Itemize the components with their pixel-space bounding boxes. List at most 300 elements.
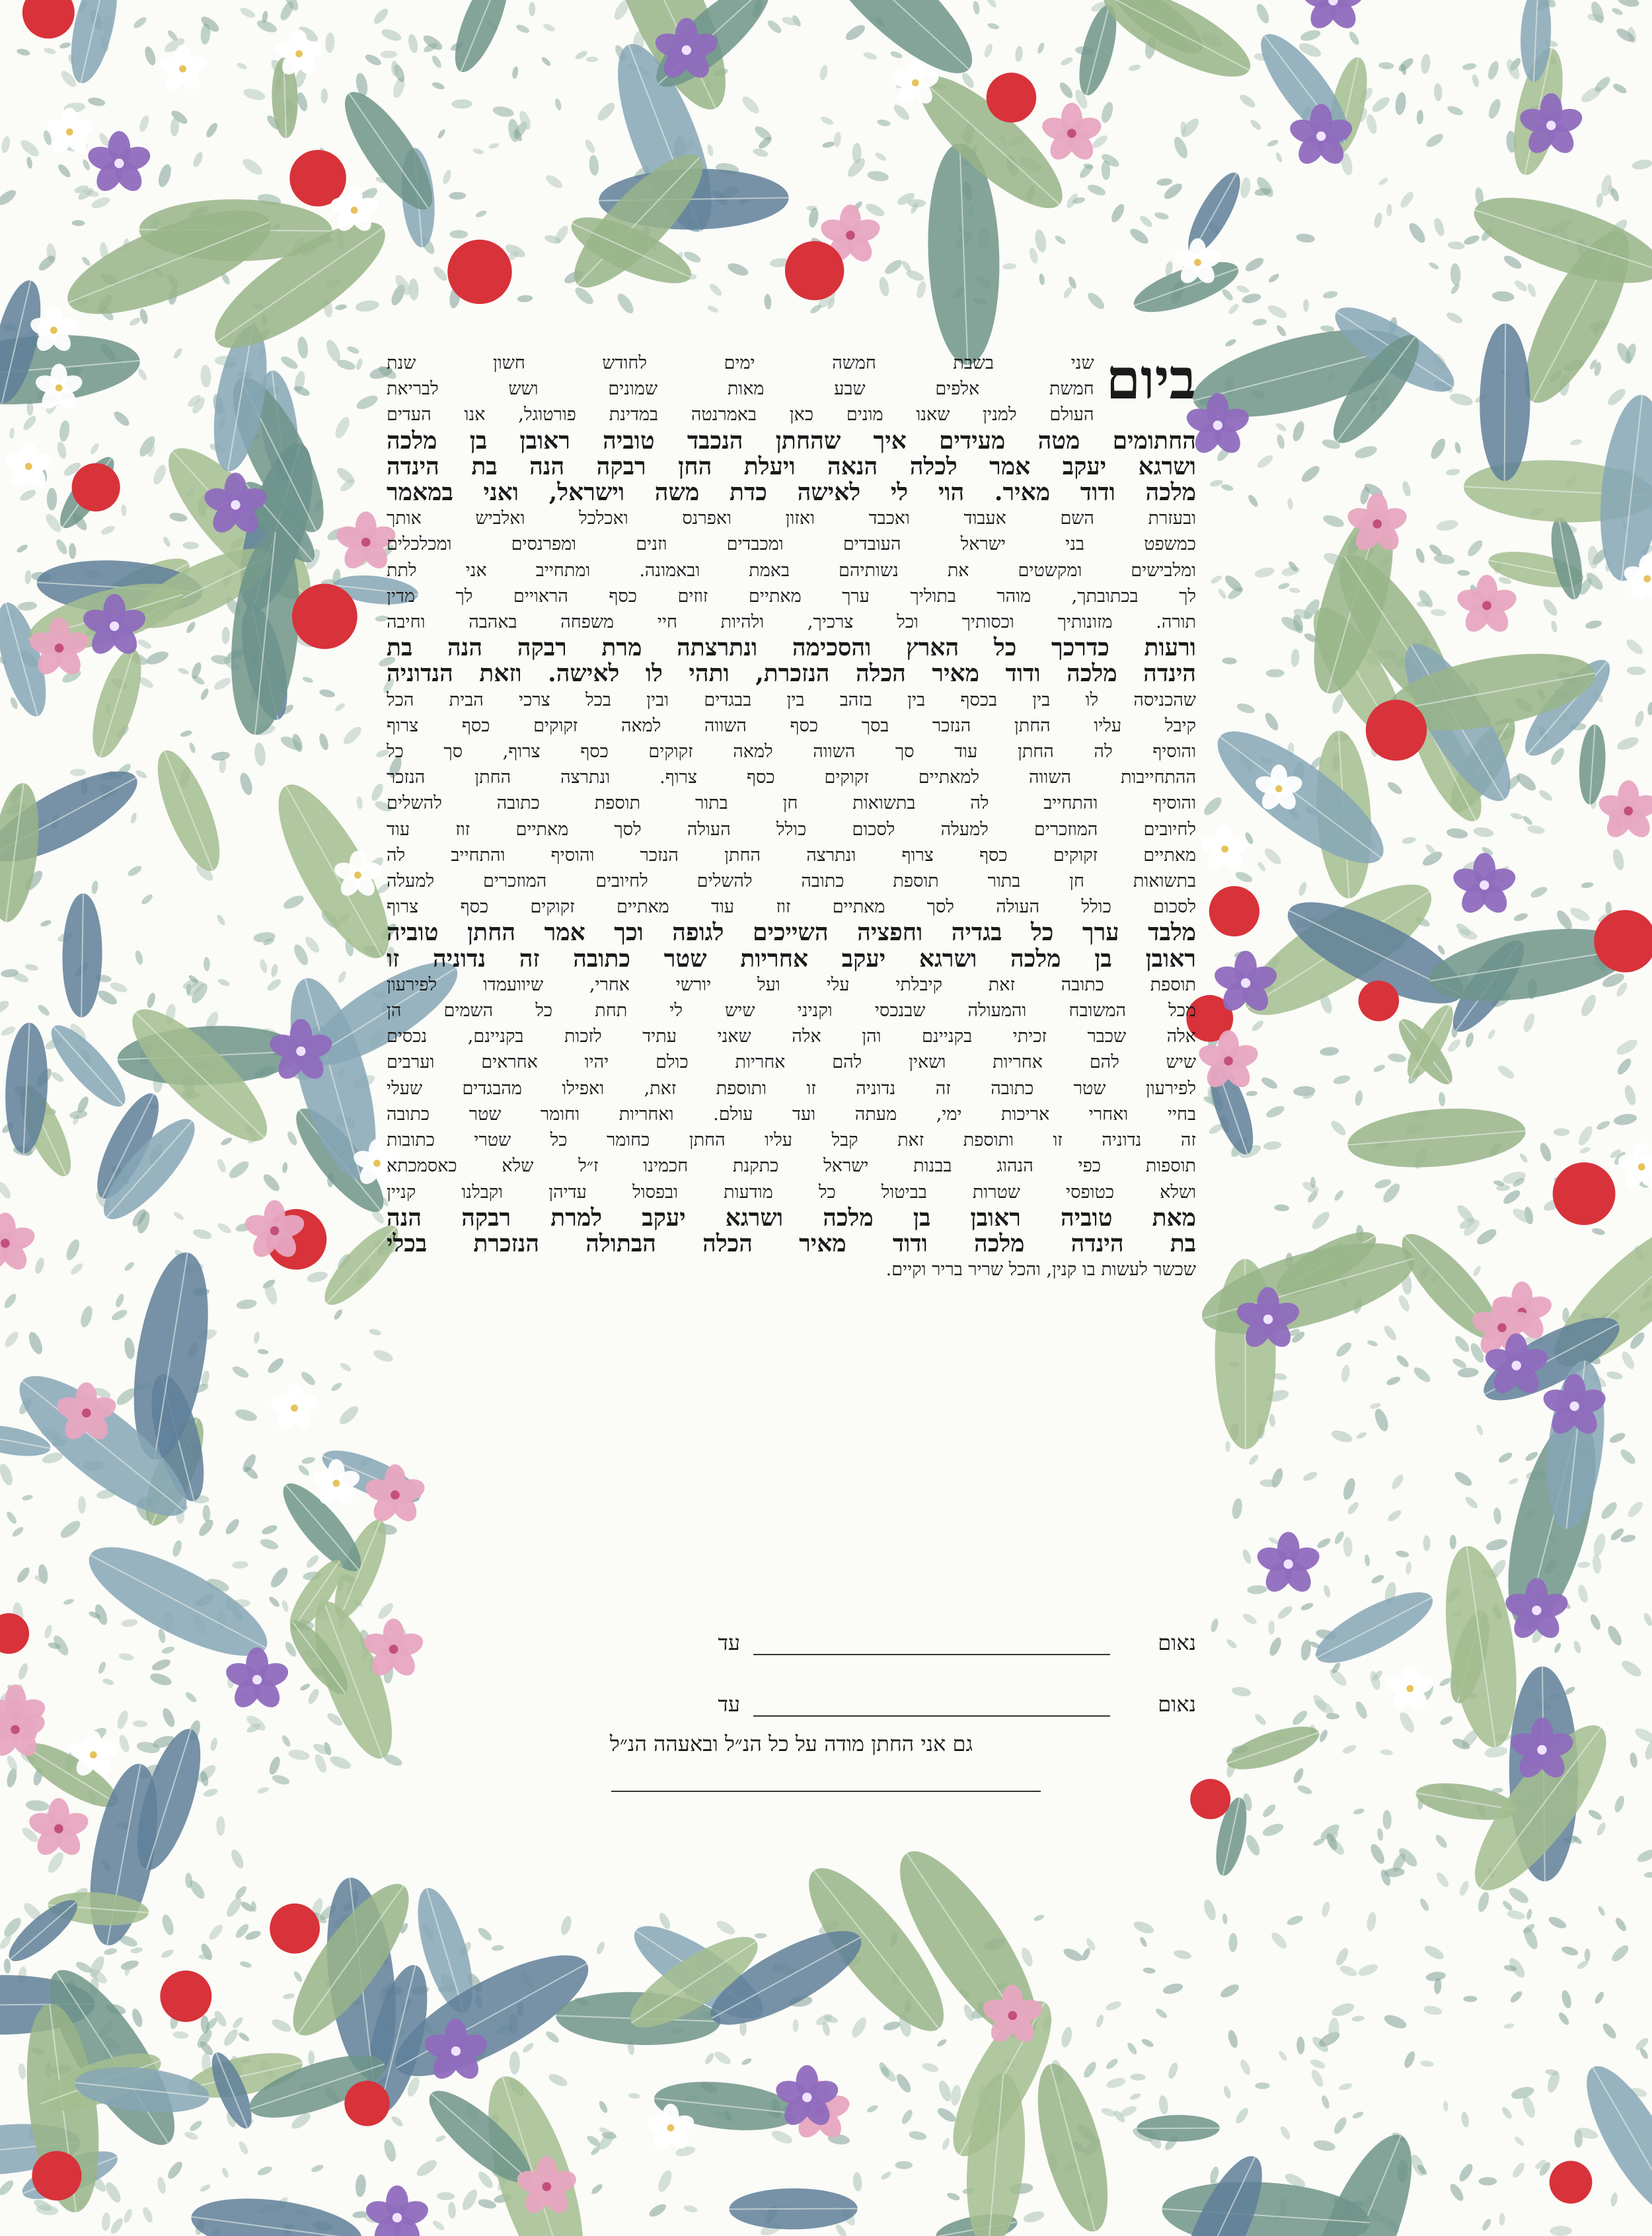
text-line: תוספת כתובה זאת קיבלתי עלי ועל יורשי אחרי, שיוועמדו לפירעון — [387, 974, 1196, 995]
leaf-dot — [282, 893, 306, 911]
text-line: והוסיף לה החתן עוד סך השווה למאה זקוקים כסף צרוף, סך כל — [387, 741, 1196, 763]
leaf-dot — [103, 1947, 118, 1956]
red-flower — [1550, 2161, 1593, 2204]
leaf-dot — [1033, 229, 1048, 254]
leaf-dot — [1261, 1821, 1285, 1838]
pink-flower-center — [82, 1409, 91, 1418]
leaf-dot — [1446, 827, 1468, 840]
text-line: ובעזרת השם אעבוד ואכבד ואזון ואפרנס ואכלכל ואלביש אותך — [387, 508, 1196, 529]
purple-flower-center — [252, 1675, 262, 1684]
purple-flower-center — [802, 2093, 811, 2102]
leaf-dot — [258, 959, 268, 975]
leaf-dot — [0, 2178, 16, 2197]
leaf-dot — [1382, 1323, 1399, 1342]
text-line: בחיי ואחרי אריכות ימי, מעתה ועד עולם. ואחריות וחומר שטר כתובה — [387, 1103, 1196, 1125]
leaf-dot — [1141, 2037, 1154, 2048]
leaf-dot — [1507, 1885, 1530, 1906]
leaf-dot — [69, 1109, 87, 1119]
leaf-dot — [1340, 1364, 1351, 1382]
leaf-dot — [301, 1456, 316, 1465]
leaf-dot — [382, 2138, 398, 2163]
leaf-dot — [355, 357, 363, 370]
leaf-dot — [1353, 1807, 1365, 1815]
leaf-dot — [1338, 2082, 1353, 2091]
leaf-dot — [1265, 1103, 1286, 1120]
leaf-dot — [1446, 1037, 1462, 1054]
leaf-dot — [1332, 1074, 1351, 1086]
leaf-dot — [936, 2038, 948, 2048]
leaf-dot — [1402, 2050, 1417, 2069]
leaf-dot — [1538, 1141, 1553, 1163]
leaf-dot — [1617, 0, 1640, 9]
purple-flower-center — [393, 2213, 402, 2222]
leaf-dot — [414, 2157, 439, 2179]
leaf-dot — [1060, 56, 1074, 67]
leaf-dot — [1299, 28, 1322, 43]
leaf-dot — [752, 147, 769, 159]
leaf-dot — [47, 488, 57, 510]
leaf-dot — [492, 105, 515, 119]
leaf-dot — [1538, 788, 1554, 803]
leaf-dot — [1104, 1999, 1122, 2012]
leaf-dot — [1476, 1890, 1491, 1913]
leaf-dot — [741, 2057, 753, 2066]
leaf-dot — [302, 676, 314, 684]
leaf-dot — [202, 1505, 210, 1522]
leaf-dot — [1423, 1535, 1430, 1551]
leaf-dot — [221, 2167, 229, 2179]
leaf-dot — [1513, 912, 1528, 923]
leaf-dot — [1201, 795, 1224, 818]
text-line: ושרגא יעקב אמר לכלה הנאה ויעלת החן רבקה הנה בת הינדה — [387, 453, 1196, 480]
leaf-dot — [1595, 1119, 1611, 1132]
leaf-dot — [151, 1657, 172, 1673]
red-flower — [0, 1613, 29, 1654]
leaf-dot — [239, 6, 256, 20]
leaf-dot — [1452, 1470, 1474, 1489]
leaf-dot — [242, 87, 266, 102]
leaf-dot — [1435, 1871, 1451, 1889]
leaf-dot — [71, 220, 85, 226]
leaf-dot — [1320, 2095, 1331, 2110]
pink-flower-center — [361, 538, 371, 547]
leaf-dot — [229, 1847, 246, 1870]
leaf-dot — [1486, 59, 1501, 81]
leaf-dot — [515, 23, 531, 34]
leaf-dot — [849, 2015, 869, 2040]
leaf-dot — [1577, 1584, 1590, 1604]
leaf-vein — [326, 1227, 396, 1303]
leaf-dot — [1541, 597, 1560, 618]
leaf-dot — [1312, 2139, 1336, 2153]
leaf-dot — [1036, 42, 1045, 54]
text-line: מלכה ודוד מאיר. הוי לי לאישה כדת משה וישראל, ואני במאמר — [387, 480, 1196, 506]
leaf-dot — [313, 1752, 328, 1774]
leaf-dot — [184, 1690, 198, 1703]
leaf-dot — [256, 2165, 274, 2177]
leaf-dot — [1432, 217, 1446, 237]
leaf-dot — [1452, 1334, 1472, 1355]
leaf-dot — [1521, 1012, 1536, 1033]
leaf-dot — [1513, 278, 1528, 293]
leaf-dot — [1382, 2013, 1408, 2031]
witness-suffix: עד — [718, 1692, 740, 1717]
leaf-dot — [1387, 1053, 1407, 1064]
leaf-dot — [204, 121, 219, 139]
leaf-dot — [1579, 1146, 1591, 1154]
leaf-dot — [1368, 1842, 1387, 1866]
white-flower-center — [56, 385, 63, 392]
leaf-dot — [509, 2051, 520, 2074]
leaf-dot — [586, 57, 599, 62]
leaf-dot — [1633, 1726, 1652, 1745]
leaf-dot — [1547, 1915, 1568, 1931]
witness-line-1 — [387, 1616, 1196, 1655]
text-line: מכל המשובח והמעולה שבנכסי וקניני שיש לי תחת כל השמים הן — [387, 1000, 1196, 1022]
leaf-dot — [726, 261, 750, 278]
leaf-dot — [770, 2128, 794, 2146]
leaf-dot — [1623, 1084, 1638, 1106]
leaf-dot — [431, 2219, 445, 2232]
leaf-dot — [1406, 221, 1428, 246]
purple-flower-center — [451, 2046, 461, 2056]
leaf-dot — [1642, 1612, 1652, 1627]
text-line: לפירעון שטר כתובה זה נדוניה זו ותוספת זאת, ואפילו מהבגדים שעלי — [387, 1078, 1196, 1099]
leaf-dot — [280, 1734, 292, 1748]
leaf-dot — [1644, 1872, 1652, 1879]
leaf-dot — [1267, 1636, 1283, 1658]
leaf-dot — [1365, 113, 1378, 135]
leaf-dot — [56, 441, 68, 460]
witness-signature-field[interactable] — [753, 1692, 1110, 1717]
leaf-dot — [145, 649, 170, 667]
leaf-dot — [1262, 846, 1283, 867]
leaf-dot — [900, 2108, 915, 2126]
leaf-dot — [355, 2174, 367, 2198]
leaf-dot — [1370, 94, 1392, 114]
leaf-dot — [130, 2007, 144, 2028]
leaf-dot — [1238, 2058, 1252, 2076]
leaf-dot — [1471, 73, 1480, 88]
leaf-dot — [764, 294, 772, 310]
leaf-dot — [437, 128, 447, 139]
leaf-dot — [139, 308, 149, 324]
leaf-dot — [36, 1003, 52, 1018]
leaf-dot — [1380, 1749, 1394, 1756]
purple-flower-center — [1512, 1360, 1521, 1370]
leaf-dot — [26, 157, 33, 169]
leaf-dot — [1209, 2165, 1220, 2184]
leaf-dot — [1434, 1833, 1449, 1849]
leaf-dot — [521, 2041, 535, 2054]
leaf-dot — [937, 2079, 954, 2103]
leaf-dot — [544, 2029, 561, 2044]
leaf-dot — [103, 2180, 124, 2204]
text-line: בת הינדה מלכה ודוד מאיר הכלה הבתולה הנזכרת בכלי — [387, 1230, 1196, 1257]
leaf-dot — [1401, 480, 1411, 498]
white-flower-center — [1275, 785, 1283, 792]
leaf-dot — [1445, 311, 1464, 326]
leaf-dot — [1521, 2095, 1538, 2119]
leaf-dot — [941, 2137, 952, 2151]
leaf-dot — [1457, 570, 1470, 576]
purple-flower-center — [1537, 1745, 1546, 1754]
text-line: ההתחייבות השווה למאתיים זקוקים כסף צרוף. ונתרצה החתן הנזכר — [387, 767, 1196, 788]
leaf-dot — [1225, 1638, 1238, 1650]
leaf-dot — [983, 43, 994, 59]
leaf-dot — [1526, 1908, 1533, 1920]
leaf-dot — [1620, 1534, 1637, 1544]
red-flower — [1553, 1162, 1616, 1225]
leaf-dot — [1394, 92, 1408, 116]
leaf-dot — [1252, 318, 1267, 326]
leaf-dot — [1275, 324, 1287, 338]
leaf-dot — [1231, 1686, 1252, 1697]
leaf-dot — [1217, 587, 1228, 600]
pink-flower-center — [846, 231, 855, 240]
leaf-dot — [118, 1652, 135, 1661]
leaf-dot — [1100, 100, 1115, 124]
leaf-dot — [1246, 1090, 1258, 1096]
leaf-dot — [171, 1539, 183, 1557]
leaf-dot — [172, 2031, 189, 2039]
leaf-dot — [1082, 2060, 1098, 2079]
leaf-dot — [266, 1356, 286, 1376]
leaf-dot — [628, 2093, 640, 2099]
leaf-dot — [256, 1786, 270, 1795]
leaf-dot — [1395, 1549, 1409, 1558]
leaf — [445, 0, 519, 78]
leaf-dot — [1322, 513, 1345, 529]
leaf-dot — [1481, 2217, 1493, 2232]
pink-flower-center — [542, 2182, 551, 2191]
leaf-dot — [432, 81, 445, 91]
leaf-dot — [1606, 1370, 1623, 1381]
text-line: שני בשבת חמשה ימים לחודש חשון שנת — [387, 353, 1094, 373]
leaf-dot — [202, 1787, 218, 1799]
leaf-dot — [822, 141, 835, 149]
leaf-dot — [1234, 870, 1254, 885]
purple-flower-center — [114, 159, 124, 168]
leaf-dot — [1579, 992, 1599, 1018]
leaf-dot — [126, 864, 143, 878]
leaf-dot — [1606, 901, 1612, 915]
leaf-dot — [0, 187, 19, 207]
leaf-dot — [128, 316, 142, 327]
leaf-dot — [297, 1464, 311, 1477]
leaf-dot — [260, 1523, 278, 1536]
leaf-dot — [1423, 1943, 1446, 1962]
leaf-dot — [1485, 1537, 1509, 1552]
leaf-dot — [1269, 1930, 1289, 1951]
leaf-dot — [305, 1553, 320, 1570]
leaf-dot — [1158, 2095, 1169, 2115]
leaf-dot — [543, 22, 556, 33]
leaf-dot — [1499, 2213, 1505, 2226]
leaf-dot — [1435, 519, 1459, 533]
leaf-dot — [207, 1923, 225, 1942]
leaf-dot — [101, 2212, 111, 2231]
red-flower — [344, 2081, 389, 2126]
leaf-dot — [143, 45, 157, 67]
leaf-dot — [648, 2202, 668, 2219]
leaf-dot — [1310, 1209, 1333, 1232]
leaf-dot — [1416, 110, 1423, 125]
leaf-dot — [232, 1561, 248, 1569]
leaf-dot — [110, 1308, 129, 1322]
leaf-dot — [91, 880, 99, 895]
pink-flower-center — [1067, 129, 1076, 138]
leaf-dot — [1433, 83, 1443, 101]
leaf-dot — [211, 751, 231, 762]
leaf-dot — [368, 1328, 381, 1337]
leaf-dot — [1254, 1713, 1268, 1727]
groom-statement: גם אני החתן מודה על כל הנ״ל ובאעהה הנ״ל — [609, 1731, 973, 1756]
leaf-dot — [1500, 2106, 1513, 2120]
leaf-dot — [595, 100, 617, 123]
leaf-dot — [380, 27, 403, 43]
leaf-dot — [1353, 444, 1378, 461]
leaf-dot — [116, 1709, 130, 1731]
leaf-dot — [1343, 1537, 1353, 1557]
witness-signature-field[interactable] — [753, 1630, 1110, 1655]
leaf-dot — [56, 163, 73, 180]
leaf-dot — [182, 542, 199, 550]
purple-flower-center — [1263, 1314, 1273, 1323]
leaf-dot — [1266, 139, 1279, 148]
text-line: הינדה מלכה ודוד מאיר הכלה הנזכרת, ותהי לו לאישה. וזאת הנדוניה — [387, 661, 1196, 687]
leaf-dot — [819, 115, 834, 126]
leaf-dot — [1222, 2085, 1232, 2100]
red-flower — [1209, 886, 1259, 936]
leaf-dot — [1318, 1729, 1330, 1743]
leaf-dot — [1086, 182, 1108, 198]
leaf-dot — [712, 2049, 733, 2066]
leaf-dot — [25, 1799, 50, 1812]
leaf-dot — [1202, 1898, 1218, 1921]
leaf-dot — [833, 131, 842, 147]
leaf-dot — [1503, 2023, 1515, 2030]
leaf-dot — [204, 957, 210, 971]
leaf-dot — [109, 981, 129, 994]
leaf-dot — [449, 230, 468, 239]
leaf-dot — [488, 142, 500, 149]
text-line: שהכניסה לו בין בכסף בין בזהב בין בבגדים ובין בכל צרכי הבית הכל — [387, 689, 1196, 710]
white-flower-center — [295, 50, 303, 57]
leaf-dot — [1126, 2041, 1139, 2056]
leaf-dot — [0, 998, 11, 1017]
leaf-dot — [1291, 648, 1300, 667]
leaf-dot — [1167, 2062, 1180, 2080]
leaf-dot — [0, 1462, 15, 1487]
leaf-dot — [1173, 1949, 1192, 1960]
leaf-dot — [1509, 1990, 1524, 2005]
leaf-dot — [1593, 1990, 1606, 2005]
leaf-dot — [22, 1494, 34, 1501]
leaf-dot — [217, 977, 231, 987]
white-flower-center — [90, 1751, 97, 1758]
leaf-dot — [1302, 1470, 1318, 1483]
leaf-dot — [1486, 97, 1503, 120]
leaf-dot — [130, 812, 137, 824]
leaf-dot — [172, 347, 184, 360]
leaf-dot — [451, 99, 472, 109]
leaf-dot — [1616, 735, 1641, 753]
leaf-dot — [1573, 1640, 1583, 1655]
leaf-dot — [24, 570, 32, 585]
leaf-dot — [1002, 263, 1017, 270]
leaf-dot — [529, 2, 535, 17]
leaf-dot — [1610, 2192, 1618, 2207]
text-line: ושלא כטופסי שטרות בביטול כל מודעות ובפסול עדיהן וקבלנו קניין — [387, 1181, 1196, 1203]
leaf-dot — [1330, 693, 1345, 716]
leaf-dot — [834, 2223, 848, 2236]
leaf-dot — [334, 702, 346, 712]
leaf-dot — [1439, 1715, 1454, 1727]
leaf-dot — [1254, 566, 1275, 579]
leaf-dot — [1, 135, 12, 154]
leaf-dot — [149, 1671, 173, 1688]
leaf-dot — [259, 1537, 280, 1551]
leaf-dot — [1550, 620, 1558, 633]
leaf-dot — [1568, 905, 1591, 924]
leaf-dot — [1458, 1880, 1471, 1897]
leaf-dot — [239, 1960, 252, 1969]
leaf-dot — [1386, 1509, 1403, 1524]
leaf-dot — [185, 620, 197, 634]
leaf-dot — [1347, 30, 1361, 47]
leaf-dot — [819, 64, 829, 81]
leaf-dot — [64, 1238, 82, 1262]
leaf-dot — [1062, 285, 1074, 299]
white-flower-center — [354, 872, 361, 879]
text-line: מאת טוביה ראובן בן מלכה ושרגא יעקב למרת רבקה הנה — [387, 1205, 1196, 1231]
leaf-dot — [1398, 190, 1416, 209]
leaf-dot — [1386, 204, 1392, 216]
leaf-dot — [1220, 483, 1234, 492]
leaf-dot — [1626, 1499, 1645, 1520]
leaf-dot — [1226, 2029, 1239, 2049]
groom-signature-field[interactable] — [611, 1791, 1041, 1792]
leaf-dot — [459, 2187, 480, 2212]
leaf-dot — [132, 15, 148, 30]
leaf-dot — [241, 156, 265, 178]
leaf-dot — [121, 504, 127, 516]
purple-flower-center — [1213, 420, 1222, 429]
leaf-dot — [209, 1737, 218, 1752]
leaf-dot — [1154, 2007, 1169, 2020]
leaf-dot — [1464, 1031, 1475, 1048]
leaf-dot — [1346, 1501, 1361, 1516]
leaf-dot — [1320, 1046, 1339, 1056]
purple-flower-center — [231, 500, 240, 509]
red-flower — [289, 150, 346, 207]
leaf-dot — [1589, 0, 1606, 25]
leaf-dot — [766, 19, 784, 36]
leaf-dot — [876, 118, 891, 127]
leaf-dot — [1437, 944, 1446, 955]
leaf-dot — [123, 1261, 135, 1273]
leaf-dot — [1487, 1028, 1497, 1040]
leaf-dot — [102, 1678, 114, 1686]
leaf-dot — [1296, 1784, 1313, 1796]
leaf-dot — [122, 2208, 133, 2224]
leaf-dot — [1508, 1477, 1520, 1485]
leaf-dot — [156, 163, 173, 188]
leaf-dot — [1519, 1152, 1529, 1164]
leaf-dot — [1513, 2136, 1525, 2147]
leaf-dot — [70, 768, 86, 776]
